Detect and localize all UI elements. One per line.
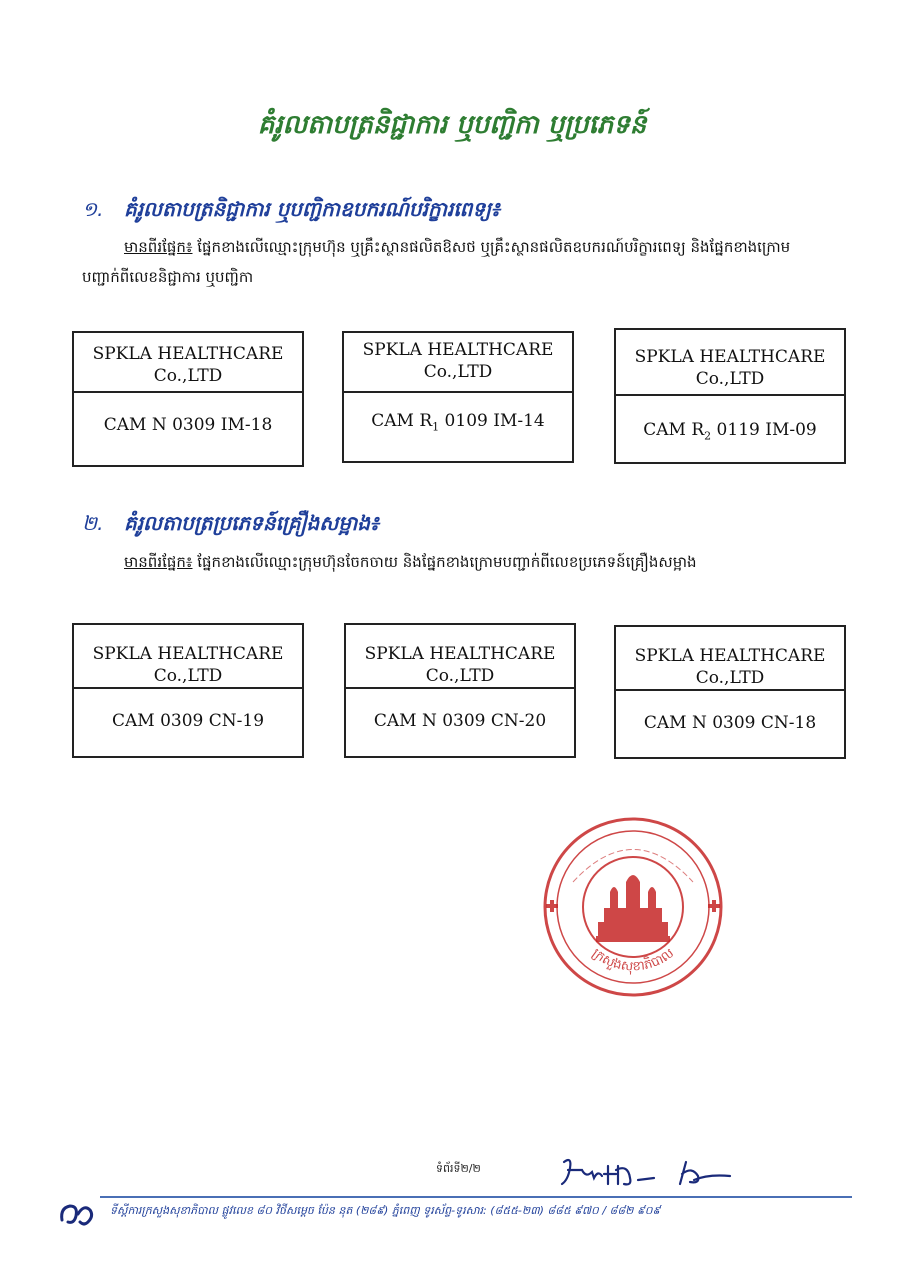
label-box-1-company bbox=[74, 333, 302, 393]
stamp-text: ក្រសួងសុខាភិបាល bbox=[589, 945, 677, 975]
label-box-6-company bbox=[616, 627, 844, 691]
footer-address: ទីស្តីការក្រសួងសុខាភិបាល ផ្លូវលេខ ៨០ វិថីសម្តេច ប៉ែន នុត (២៨៩) ភ្នំពេញ ទូរស័ព្ទ-ទូរសារ: (៨៥៥-២៣) ៨៨៥ ៩៧០ / ៨៨២ ៩០៩ bbox=[110, 1204, 661, 1217]
company-suffix: Co.,LTD bbox=[425, 666, 495, 686]
label-box-2-code bbox=[344, 393, 572, 437]
code-rest: 0119 IM-09 bbox=[711, 420, 817, 440]
ministry-seal-stamp bbox=[538, 812, 728, 1002]
section-2-paragraph bbox=[82, 547, 842, 577]
label-box-4-company bbox=[74, 625, 302, 689]
code-subscript: 2 bbox=[704, 429, 712, 443]
company-suffix: Co.,LTD bbox=[695, 369, 765, 389]
company-suffix: Co.,LTD bbox=[423, 362, 493, 382]
label-box-1-code: CAM N 0309 IM-18 bbox=[103, 415, 273, 435]
section-2-number: ២. bbox=[82, 511, 104, 535]
company-name: SPKLA HEALTHCARE bbox=[92, 344, 284, 364]
company-name: SPKLA HEALTHCARE bbox=[634, 347, 826, 367]
ministry-logo-icon bbox=[58, 1198, 98, 1228]
section-1-title: គំរូលតាបត្រនិជ្ជាការ ឬបញ្ជិកាឧបករណ៍បរិក្ខារពេទ្យ៖ bbox=[124, 197, 500, 221]
footer-rule bbox=[100, 1196, 852, 1198]
section-2-title: គំរូលតាបត្រប្រភេទន៍គ្រឿងសម្អាង៖ bbox=[124, 511, 379, 535]
label-box-4-code: CAM 0309 CN-19 bbox=[111, 711, 265, 731]
label-box-5-code: CAM N 0309 CN-20 bbox=[373, 711, 547, 731]
label-box-2 bbox=[342, 331, 574, 463]
company-name: SPKLA HEALTHCARE bbox=[364, 644, 556, 664]
section-1-heading bbox=[82, 196, 500, 226]
company-name: SPKLA HEALTHCARE bbox=[92, 644, 284, 664]
label-box-2-company bbox=[344, 333, 572, 393]
section-2-heading bbox=[82, 510, 379, 540]
page-number: ទំព័រទី២/២ bbox=[436, 1162, 481, 1175]
label-box-1 bbox=[72, 331, 304, 467]
label-box-4 bbox=[72, 623, 304, 758]
label-box-6-code: CAM N 0309 CN-18 bbox=[643, 713, 817, 733]
company-suffix: Co.,LTD bbox=[153, 366, 223, 386]
section-1-text: ផ្នែកខាងលើឈ្មោះក្រុមហ៊ុន ឬគ្រឹះស្ថានផលិតឱសថ ឬគ្រឹះស្ថានផលិតឧបករណ៍បរិក្ខារពេទ្យ និងផ្នែកខាងក្រោមបញ្ជាក់ពីលេខនិជ្ជាការ ឬបញ្ជិកា bbox=[82, 238, 791, 286]
company-suffix: Co.,LTD bbox=[695, 668, 765, 688]
signature bbox=[558, 1154, 734, 1194]
label-box-3-code bbox=[616, 396, 844, 446]
code-prefix: CAM R bbox=[371, 411, 433, 431]
label-box-6 bbox=[614, 625, 846, 759]
label-box-5-company bbox=[346, 625, 574, 689]
company-suffix: Co.,LTD bbox=[153, 666, 223, 686]
section-1-label: មានពីរផ្នែក៖ bbox=[124, 238, 193, 256]
code-rest: 0109 IM-14 bbox=[439, 411, 545, 431]
label-box-3-company bbox=[616, 330, 844, 396]
section-2-label: មានពីរផ្នែក៖ bbox=[124, 553, 193, 571]
section-1-number: ១. bbox=[82, 197, 104, 221]
section-1-paragraph bbox=[82, 232, 842, 292]
code-prefix: CAM R bbox=[643, 420, 705, 440]
company-name: SPKLA HEALTHCARE bbox=[362, 340, 554, 360]
code-subscript: 1 bbox=[432, 420, 440, 434]
document-title: គំរូលតាបត្រនិជ្ជាការ ឬបញ្ជិកា ឬប្រភេទន៍ bbox=[257, 110, 647, 140]
label-box-5 bbox=[344, 623, 576, 758]
company-name: SPKLA HEALTHCARE bbox=[634, 646, 826, 666]
section-2-text: ផ្នែកខាងលើឈ្មោះក្រុមហ៊ុនចែកចាយ និងផ្នែកខាងក្រោមបញ្ជាក់ពីលេខប្រភេទន៍គ្រឿងសម្អាង bbox=[197, 553, 697, 571]
svg-text:ក្រសួងសុខាភិបាល bbox=[589, 946, 677, 976]
label-box-3 bbox=[614, 328, 846, 464]
